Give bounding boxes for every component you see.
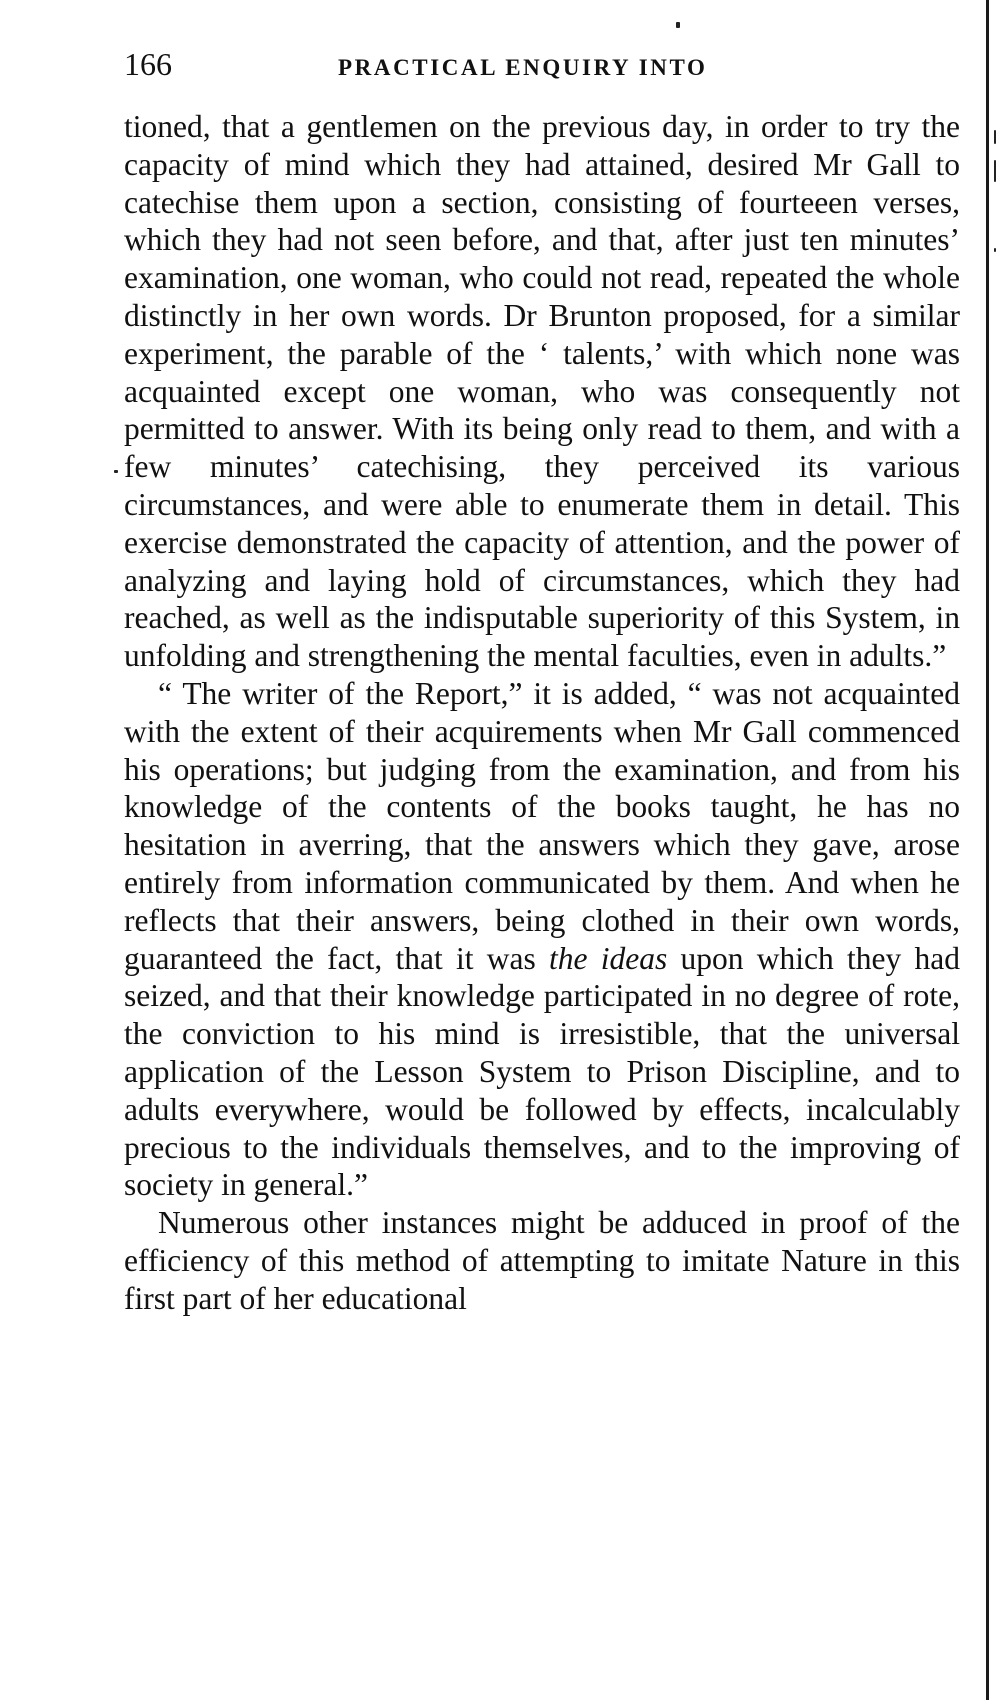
paragraph-2-part-2: upon which they had seized, and that their knowledge participated in no degree of rote, the conviction to his mind is irresistible, that the universal application of the Lesson System to Prison Discipline, and to adults everywhere, would be followed by effects, incalculably precious to the individuals themselves, and to the improving of society in general.” <box>124 940 960 1203</box>
page-number: 166 <box>124 46 172 82</box>
print-speck <box>994 160 996 182</box>
print-speck <box>994 248 996 252</box>
body-text <box>124 108 960 1318</box>
italic-phrase: the ideas <box>549 940 668 976</box>
paragraph-2-part-1: “ The writer of the Report,” it is added, “ was not acquainted with the extent of their acquirements when Mr Gall commenced his operations; but judging from the examination, and from his knowledge of the contents of the books taught, he has no hesitation in averring, that the answers which they gave, arose entirely from information communicated by them. And when he reflects that their answers, being clothed in their own words, guaranteed the fact, that it was <box>124 675 960 976</box>
page-edge-line <box>986 0 989 1700</box>
print-speck <box>676 22 680 28</box>
page-header <box>124 42 954 86</box>
paragraph-2 <box>124 675 960 1204</box>
print-speck <box>114 470 118 473</box>
paragraph-1: tioned, that a gentlemen on the previous day, in order to try the capacity of mind which they had attained, desired Mr Gall to catechise them upon a section, consisting of fourteeen verses, which they had not seen before, and that, after just ten minutes’ examination, one woman, who could not read, repeated the whole distinctly in her own words. Dr Brunton proposed, for a similar experiment, the parable of the ‘ talents,’ with which none was acquainted except one woman, who was consequently not permitted to answer. With its being only read to them, and with a few minutes’ catechising, they perceived its various circumstances, and were able to enumerate them in detail. This exercise demonstrated the capacity of attention, and the power of analyzing and laying hold of circumstances, which they had reached, as well as the indisputable superiority of this System, in unfolding and strengthening the mental faculties, even in adults.” <box>124 109 960 674</box>
running-head: PRACTICAL ENQUIRY INTO <box>338 55 708 80</box>
paragraph-3: Numerous other instances might be adduced in proof of the efficiency of this method of attempting to imitate Nature in this first part of her educational <box>124 1205 960 1316</box>
print-speck <box>994 130 996 144</box>
